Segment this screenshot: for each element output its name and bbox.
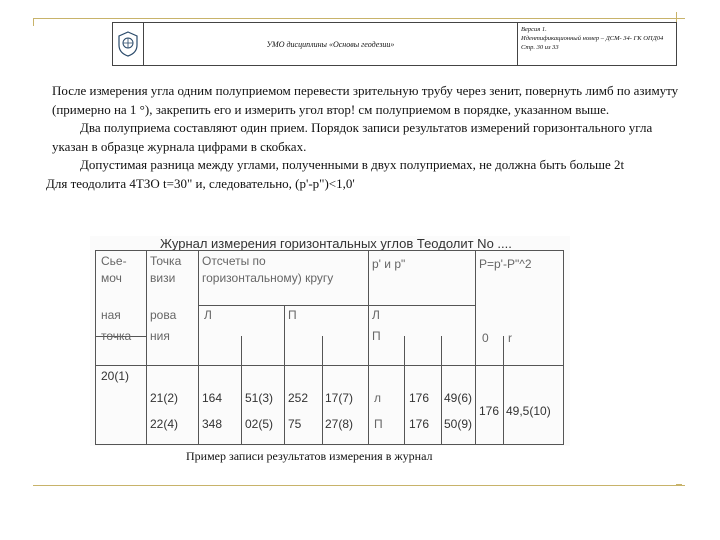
journal-title: Журнал измерения горизонтальных углов Теодолит No ....	[160, 236, 512, 251]
grid-line	[475, 251, 476, 444]
grid-line	[368, 251, 369, 444]
header-circle-right: П	[288, 308, 297, 322]
header-station: точка	[101, 329, 132, 343]
header-station: ная	[101, 308, 121, 322]
header-readings: горизонтальному) кругу	[202, 271, 334, 285]
grid-line	[284, 305, 285, 444]
grid-line	[198, 251, 199, 444]
row2-pp-deg: 176	[409, 417, 430, 431]
header-point: визи	[150, 271, 176, 285]
left-divider-tick	[33, 18, 34, 26]
discipline-title: УМО дисциплины «Основы геодезии»	[144, 23, 518, 65]
row2-left-deg: 348	[202, 417, 223, 431]
row1-right-min: 17(7)	[325, 391, 354, 405]
row2-right-min: 27(8)	[325, 417, 354, 431]
paragraph-3: Допустимая разница между углами, полученными в двух полуприемах, не должна быть больше 2t	[80, 157, 625, 172]
header-point: рова	[150, 308, 177, 322]
grid-line	[441, 336, 442, 444]
row1-side: л	[374, 391, 382, 405]
row2-pp-min: 50(9)	[444, 417, 473, 431]
header-station: моч	[101, 271, 122, 285]
header-point: ния	[150, 329, 170, 343]
version-label: Версия 1.	[521, 26, 547, 33]
result-minutes: 49,5(10)	[506, 404, 551, 418]
header-pp: р' и р"	[372, 257, 406, 271]
row1-point: 21(2)	[150, 391, 179, 405]
page-label: Стр. 30 из 33	[521, 44, 559, 51]
top-divider	[33, 18, 685, 19]
header-station: Сье-	[101, 254, 127, 268]
grid-line	[241, 336, 242, 444]
paragraph-1: После измерения угла одним полуприемом перевести зрительную трубу через зенит, повернуть лимб по азимуту (примерно на 1 °), закрепить его и измерить угол втор! см полуприемом в порядке, указанном выше.	[52, 83, 679, 117]
journal-sample	[90, 236, 570, 446]
header-readings: Отсчеты по	[202, 254, 266, 268]
row1-pp-min: 49(6)	[444, 391, 473, 405]
station-value: 20(1)	[101, 369, 130, 383]
row1-right-deg: 252	[288, 391, 309, 405]
document-header	[112, 22, 677, 66]
document-meta	[518, 25, 679, 52]
grid-line	[96, 365, 563, 366]
paragraph-2: Два полуприема составляют один прием. Порядок записи результатов измерений горизонтального угла указан в образце журнала цифрами в скобках.	[52, 120, 653, 154]
header-degrees: 0	[482, 331, 489, 345]
paragraph-4: Для теодолита 4ТЗО t=30" и, следовательно, (р'-р")<1,0'	[46, 175, 355, 191]
university-emblem-icon	[113, 23, 144, 65]
header-pp-right: П	[372, 329, 381, 343]
journal-table	[95, 250, 564, 445]
header-circle-left: Л	[204, 308, 212, 322]
header-result: Р=р'-Р"^2	[479, 257, 532, 271]
row2-right-deg: 75	[288, 417, 302, 431]
grid-line	[368, 305, 475, 306]
grid-line	[146, 251, 147, 444]
header-minutes: r	[508, 331, 512, 345]
row2-left-min: 02(5)	[245, 417, 274, 431]
result-degrees: 176	[479, 404, 500, 418]
body-text	[46, 82, 682, 193]
grid-line	[198, 305, 368, 306]
grid-line	[503, 336, 504, 444]
header-point: Точка	[150, 254, 182, 268]
row2-point: 22(4)	[150, 417, 179, 431]
row1-left-min: 51(3)	[245, 391, 274, 405]
row1-pp-deg: 176	[409, 391, 430, 405]
bottom-divider	[33, 485, 685, 486]
row2-side: П	[374, 417, 383, 431]
journal-caption: Пример записи результатов измерения в журнал	[186, 449, 433, 463]
row1-left-deg: 164	[202, 391, 223, 405]
grid-line	[404, 336, 405, 444]
header-pp-left: Л	[372, 308, 380, 322]
identifier-label: Идентификационный номер – ДСМ- 34- ГК ОПД04	[521, 35, 664, 42]
bottom-divider-mark	[676, 484, 682, 486]
grid-line	[322, 336, 323, 444]
